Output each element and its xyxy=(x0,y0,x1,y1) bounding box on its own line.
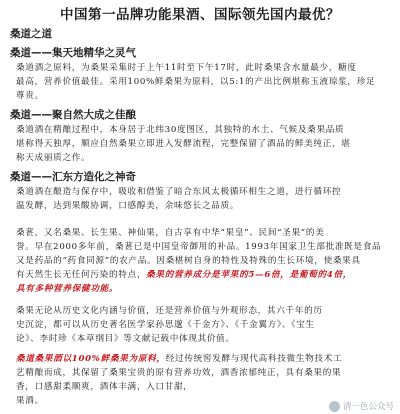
text-line: 论》、李时珍《本草纲目》等文献记载中体现其价值。 xyxy=(16,334,235,344)
section-paragraph-3 xyxy=(16,123,392,165)
text-fragment: 有天然生长无任何污染的特点， xyxy=(16,270,147,280)
text-line: 史沉淀，都可以从历史著名医学家孙思邈《千金方》、《千金翼方》、《宝生 xyxy=(16,320,315,330)
section-paragraph-4 xyxy=(16,185,392,213)
text-line: 桑道酒在酿造与保存中，吸收和借鉴了暗合东风太极循环相生之道，进行循环控 xyxy=(16,187,342,197)
text-line: 桑道酒在精酿过程中，本身居于北纬30度图区，其独特的水土、气候及桑果品质 xyxy=(16,125,345,135)
text-line: 艺精酿而成，其保留了桑果宝贵的原有营养功效，酒香浓郁纯正，具有桑果的果 xyxy=(16,368,342,378)
page-title: 中国第一品牌功能果酒、国际领先国内最优？ xyxy=(60,7,340,23)
section-paragraph-2 xyxy=(16,61,392,103)
text-line xyxy=(16,268,392,282)
text-line: 果酒。 xyxy=(16,396,44,406)
text-line: 尊贵。 xyxy=(16,91,44,101)
watermark-text: 清一色公众号 xyxy=(342,402,394,412)
text-line: 温发酵，达到果酸协调，口感醇美，余味悠长之品质。 xyxy=(16,201,240,211)
watermark xyxy=(329,400,394,412)
text-line: 堪称得天独厚，顺应自然桑果立即进入发酵流程，完整保留了酒品的鲜美纯正，堪 xyxy=(16,139,351,149)
text-line: 称天成丽质之作。 xyxy=(16,153,91,163)
section-heading-1: 桑道之道 xyxy=(10,28,52,40)
text-fragment: 经过传统窖发酵与现代高科技微生物技术工 xyxy=(165,354,343,364)
wechat-icon xyxy=(329,401,340,412)
highlight-text: 具有多种营养保健功能。 xyxy=(16,284,119,294)
text-line: 又是药品的“药食同源”的农产品。因桑椹树自身的特性及特殊的生长环境，使桑果具 xyxy=(16,256,361,266)
highlight-text: 桑道桑果酒以100%鲜桑果为原料， xyxy=(16,354,166,364)
text-line: 香，口感甜柔顺爽，酒体丰满，入口甘甜， xyxy=(16,382,193,392)
text-line xyxy=(16,352,392,366)
text-line: 桑果无论从历史文化内涵与价值，还是营养价值与外观形态，其六千年的历 xyxy=(16,306,323,316)
body-paragraph-2 xyxy=(16,304,392,346)
text-line: 最高，营养价值最佳。采用100%鲜桑果为原料，以5:1的产出比例堪称玉液琼浆，珍足 xyxy=(16,77,376,87)
text-line: 桑道酒之原料，为桑果采集时于上午11时至下午17时，此时桑果含水量最少，糖度 xyxy=(16,63,357,73)
section-heading-2: 桑道——集天地精华之灵气 xyxy=(10,47,136,59)
section-heading-3: 桑道——聚自然大成之佳酿 xyxy=(10,109,136,121)
body-paragraph-1 xyxy=(16,226,392,296)
text-line: 誉。早在2000多年前，桑葚已是中国皇帝御用的补品。1993年国家卫生部批准既是食品 xyxy=(16,242,382,252)
highlight-text: 桑果的营养成分是苹果的5—6倍，是葡萄的4倍， xyxy=(146,270,353,280)
section-heading-4: 桑道——汇东方造化之神奇 xyxy=(10,171,136,183)
text-line: 桑葚，又名桑果、长生果、神仙果，自古享有中华“果皇”、民间“圣果”的美 xyxy=(16,228,325,238)
